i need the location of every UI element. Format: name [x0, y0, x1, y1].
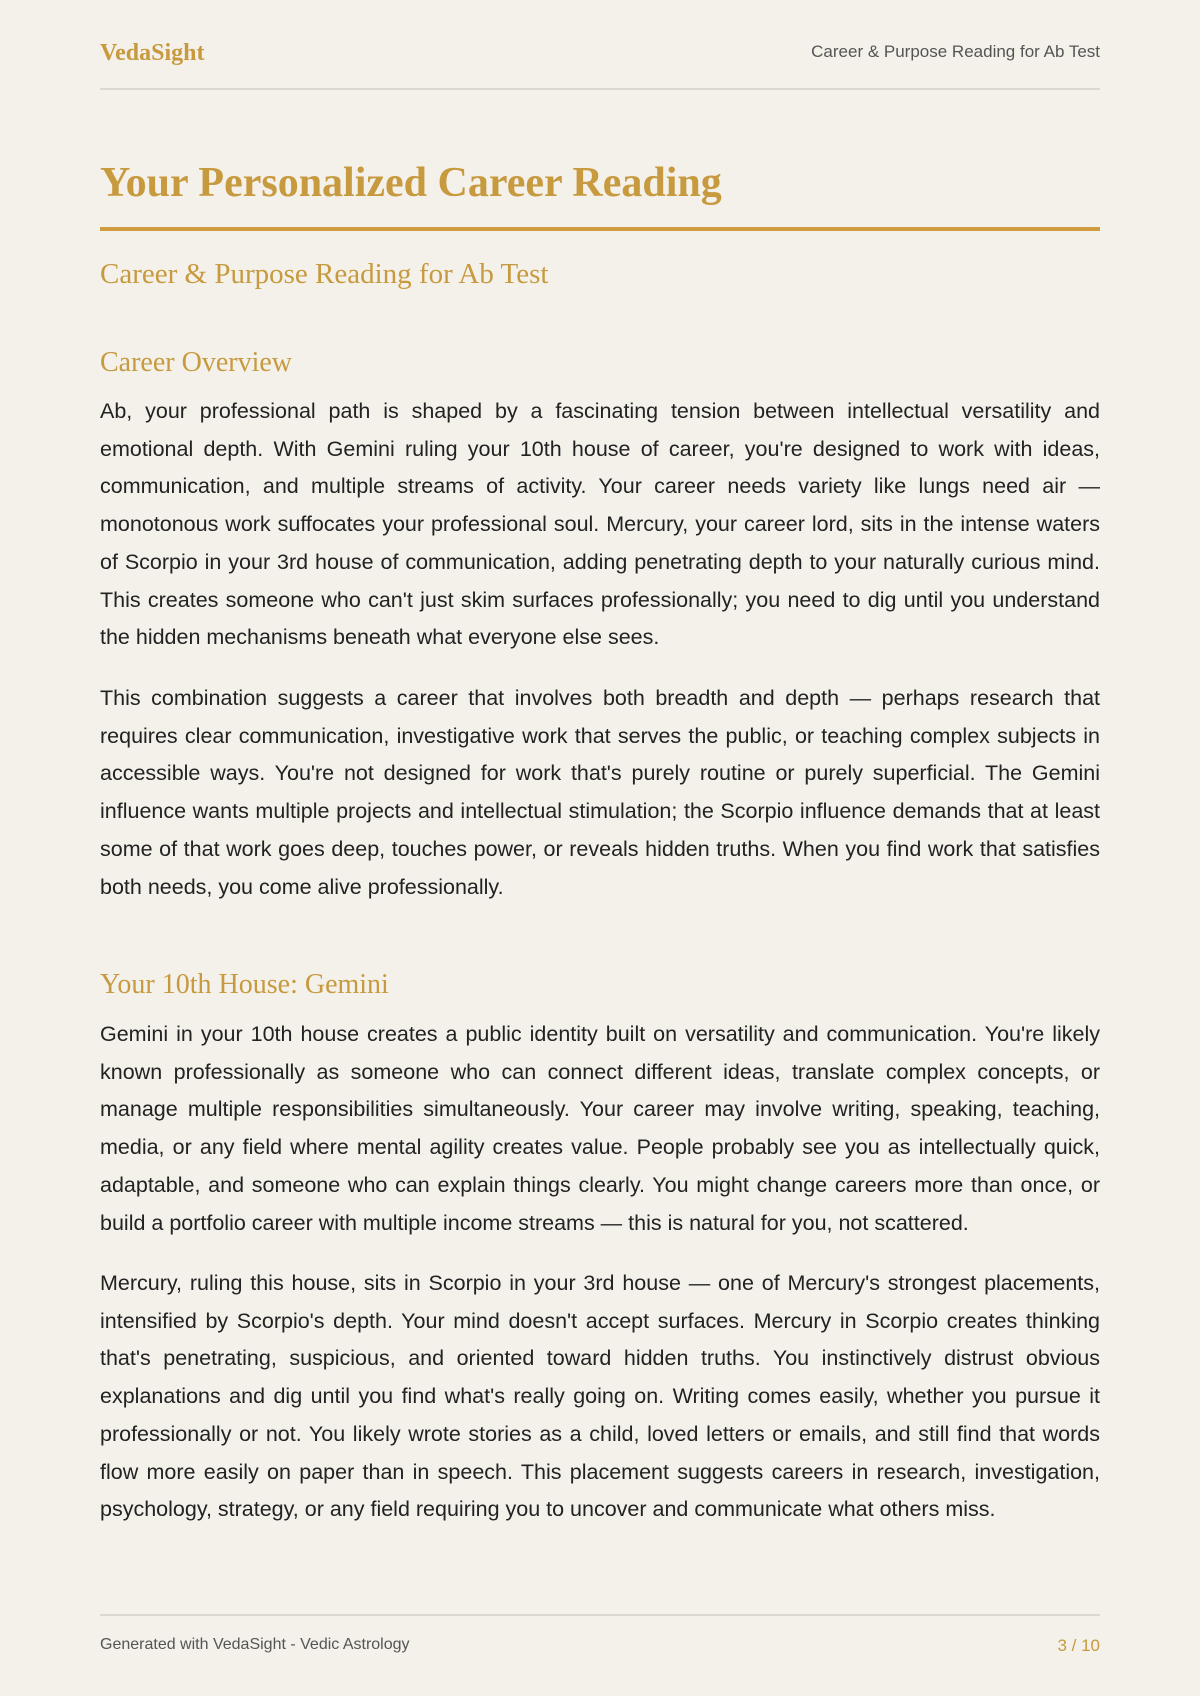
page-title: Your Personalized Career Reading — [100, 160, 722, 206]
title-divider — [100, 227, 1100, 231]
page-header — [100, 36, 1100, 90]
paragraph: Mercury, ruling this house, sits in Scorpio in your 3rd house — one of Mercury's strongest placements, intensified by Scorpio's depth. Your mind doesn't accept surfaces. Mercury in Scorpio creates thinking that's penetrating, suspicious, and oriented toward hidden truths. You instinctively distrust obvious explanations and dig until you find what's really going on. Writing comes easily, whether you pursue it professionally or not. You likely wrote stories as a child, loved letters or emails, and still find that words flow more easily on paper than in speech. This placement suggests careers in research, investigation, psychology, strategy, or any field requiring you to uncover and communicate what others miss. — [100, 1271, 1100, 1522]
paragraph: This combination suggests a career that involves both breadth and depth — perhaps research that requires clear communication, investigative work that serves the public, or teaching complex subjects in accessible ways. You're not designed for work that's purely routine or purely superficial. The Gemini influence wants multiple projects and intellectual stimulation; the Scorpio influence demands that at least some of that work goes deep, touches power, or reveals hidden truths. When you find work that satisfies both needs, you come alive professionally. — [100, 686, 1100, 899]
paragraph: Ab, your professional path is shaped by a fascinating tension between intellectual versatility and emotional depth. With Gemini ruling your 10th house of career, you're designed to work with ideas, communication, and multiple streams of activity. Your career needs variety like lungs need air — monotonous work suffocates your professional soul. Mercury, your career lord, sits in the intense waters of Scorpio in your 3rd house of communication, adding penetrating depth to your naturally curious mind. This creates someone who can't just skim surfaces professionally; you need to dig until you understand the hidden mechanisms beneath what everyone else sees. — [100, 399, 1100, 650]
page-subtitle: Career & Purpose Reading for Ab Test — [100, 258, 549, 290]
header-reading-label: Career & Purpose Reading for Ab Test — [811, 42, 1100, 61]
paragraph: Gemini in your 10th house creates a public identity built on versatility and communication. You're likely known professionally as someone who can connect different ideas, translate complex concepts, or manage multiple responsibilities simultaneously. Your career may involve writing, speaking, teaching, media, or any field where mental agility creates value. People probably see you as intellectually quick, adaptable, and someone who can explain things clearly. You might change careers more than once, or build a portfolio career with multiple income streams — this is natural for you, not scattered. — [100, 1022, 1100, 1235]
document-page — [100, 0, 1100, 1696]
page-number: 3 / 10 — [1057, 1636, 1100, 1655]
brand-logo: VedaSight — [100, 40, 205, 66]
section-heading-career-overview: Career Overview — [100, 347, 293, 378]
section-heading-10th-house: Your 10th House: Gemini — [100, 969, 389, 1000]
footer-generated-by: Generated with VedaSight - Vedic Astrology — [100, 1636, 410, 1653]
page-footer — [100, 1614, 1100, 1656]
